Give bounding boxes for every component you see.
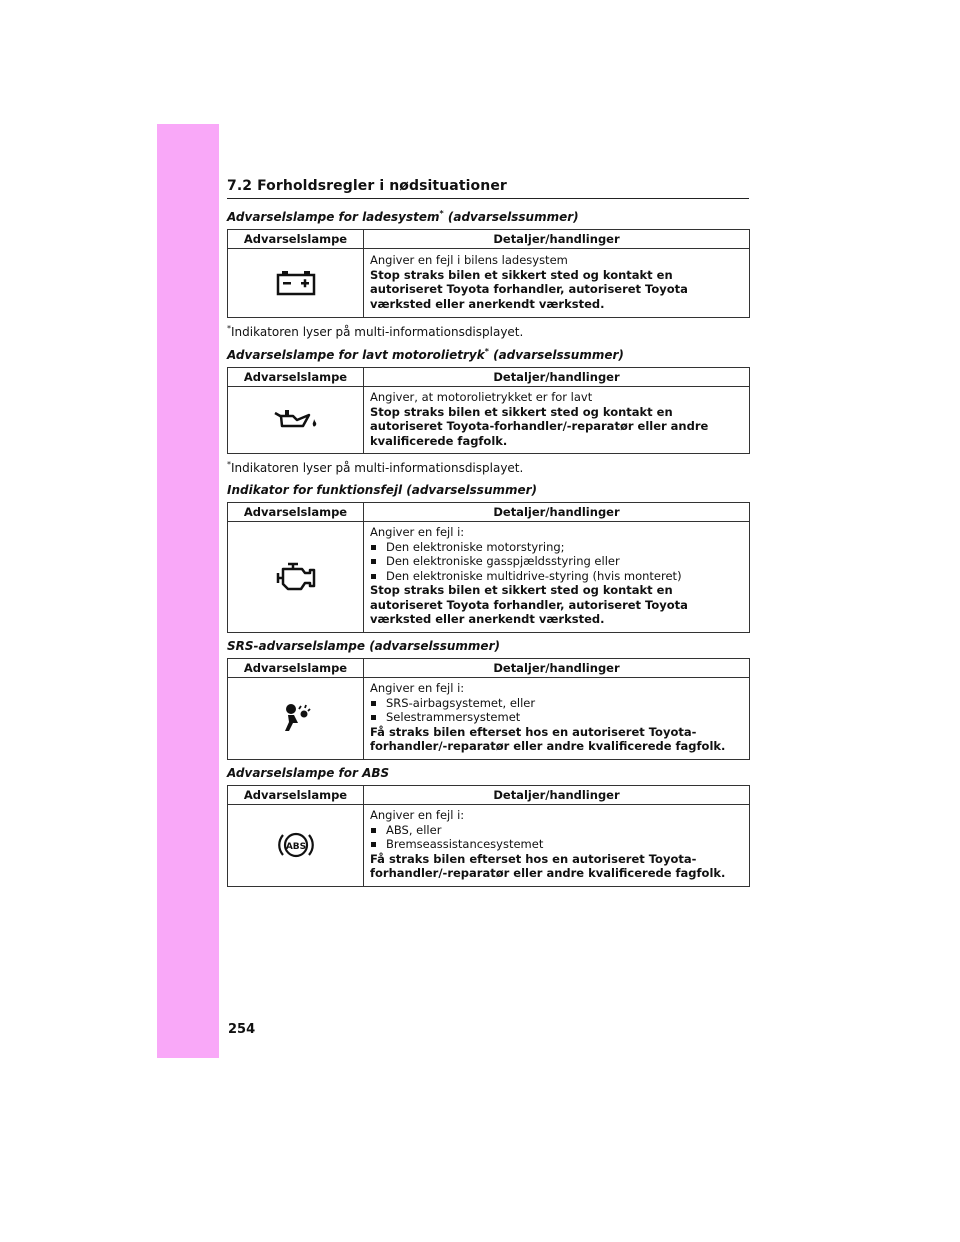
warning-block-malfunction xyxy=(227,483,750,633)
page-number: 254 xyxy=(228,1022,256,1037)
detail-text: Angiver en fejl i: xyxy=(370,681,465,695)
col-header-lamp: Advarselslampe xyxy=(228,230,364,249)
col-header-lamp: Advarselslampe xyxy=(228,368,364,387)
col-header-details: Detaljer/handlinger xyxy=(364,786,750,805)
chapter-tab-bar xyxy=(157,124,219,1058)
detail-cell xyxy=(364,805,750,887)
bullet-item: Bremseassistancesystemet xyxy=(370,837,744,852)
col-header-lamp: Advarselslampe xyxy=(228,659,364,678)
bullet-item: Den elektroniske motorstyring; xyxy=(370,540,744,555)
lamp-cell xyxy=(228,522,364,633)
action-text: Stop straks bilen et sikkert sted og kontakt en autoriseret Toyota forhandler, autoriseret Toyota værksted eller anerkendt værksted. xyxy=(370,583,688,626)
abs-icon xyxy=(276,838,316,852)
warning-block-srs xyxy=(227,639,750,760)
warning-table xyxy=(227,229,750,318)
lamp-cell xyxy=(228,805,364,887)
warning-block-charging xyxy=(227,209,750,339)
bullet-item: Selestrammersystemet xyxy=(370,710,744,725)
detail-cell xyxy=(364,522,750,633)
engine-icon xyxy=(276,569,316,583)
bullet-item: ABS, eller xyxy=(370,823,744,838)
block-title: Indikator for funktionsfejl (advarselssummer) xyxy=(227,483,538,497)
section-header: 7.2 Forholdsregler i nødsituationer xyxy=(227,178,749,199)
block-title: Advarselslampe for ABS xyxy=(227,766,390,780)
col-header-details: Detaljer/handlinger xyxy=(364,503,750,522)
oil-can-icon xyxy=(273,413,319,427)
action-text: Stop straks bilen et sikkert sted og kontakt en autoriseret Toyota forhandler, autoriseret Toyota værksted eller anerkendt værksted. xyxy=(370,267,688,311)
col-header-lamp: Advarselslampe xyxy=(228,503,364,522)
detail-cell xyxy=(364,249,750,318)
block-title: Advarselslampe for lavt motorolietryk* (advarselssummer) xyxy=(227,347,624,362)
col-header-details: Detaljer/handlinger xyxy=(364,659,750,678)
warning-table xyxy=(227,367,750,454)
battery-icon xyxy=(276,276,316,290)
warning-block-oil-pressure xyxy=(227,347,750,475)
detail-text: Angiver en fejl i: xyxy=(370,525,465,539)
warning-block-abs xyxy=(227,766,750,887)
col-header-lamp: Advarselslampe xyxy=(228,786,364,805)
airbag-icon xyxy=(280,711,312,725)
bullet-item: SRS-airbagsystemet, eller xyxy=(370,696,744,711)
detail-cell xyxy=(364,387,750,454)
detail-cell xyxy=(364,678,750,760)
lamp-cell xyxy=(228,249,364,318)
detail-text: Angiver en fejl i bilens ladesystem xyxy=(370,253,568,267)
bullet-item: Den elektroniske gasspjældsstyring eller xyxy=(370,554,744,569)
footnote: *Indikatoren lyser på multi-informationsdisplayet. xyxy=(227,460,524,475)
action-text: Stop straks bilen et sikkert sted og kontakt en autoriseret Toyota-forhandler/-reparatør eller andre kvalificerede fagfolk. xyxy=(370,404,709,448)
svg-text:ABS: ABS xyxy=(285,842,306,853)
action-text: Få straks bilen efterset hos en autoriseret Toyota-forhandler/-reparatør eller andre kvalificerede fagfolk. xyxy=(370,851,726,880)
detail-text: Angiver en fejl i: xyxy=(370,808,465,822)
col-header-details: Detaljer/handlinger xyxy=(364,230,750,249)
lamp-cell xyxy=(228,387,364,454)
action-text: Få straks bilen efterset hos en autoriseret Toyota-forhandler/-reparatør eller andre kvalificerede fagfolk. xyxy=(370,724,726,753)
footnote: *Indikatoren lyser på multi-informationsdisplayet. xyxy=(227,324,524,339)
lamp-cell xyxy=(228,678,364,760)
warning-table xyxy=(227,658,750,760)
warning-table xyxy=(227,785,750,887)
block-title: SRS-advarselslampe (advarselssummer) xyxy=(227,639,500,653)
bullet-item: Den elektroniske multidrive-styring (hvis monteret) xyxy=(370,569,744,584)
detail-text: Angiver, at motorolietrykket er for lavt xyxy=(370,390,593,404)
block-title: Advarselslampe for ladesystem* (advarselssummer) xyxy=(227,209,579,224)
warning-table xyxy=(227,502,750,633)
col-header-details: Detaljer/handlinger xyxy=(364,368,750,387)
